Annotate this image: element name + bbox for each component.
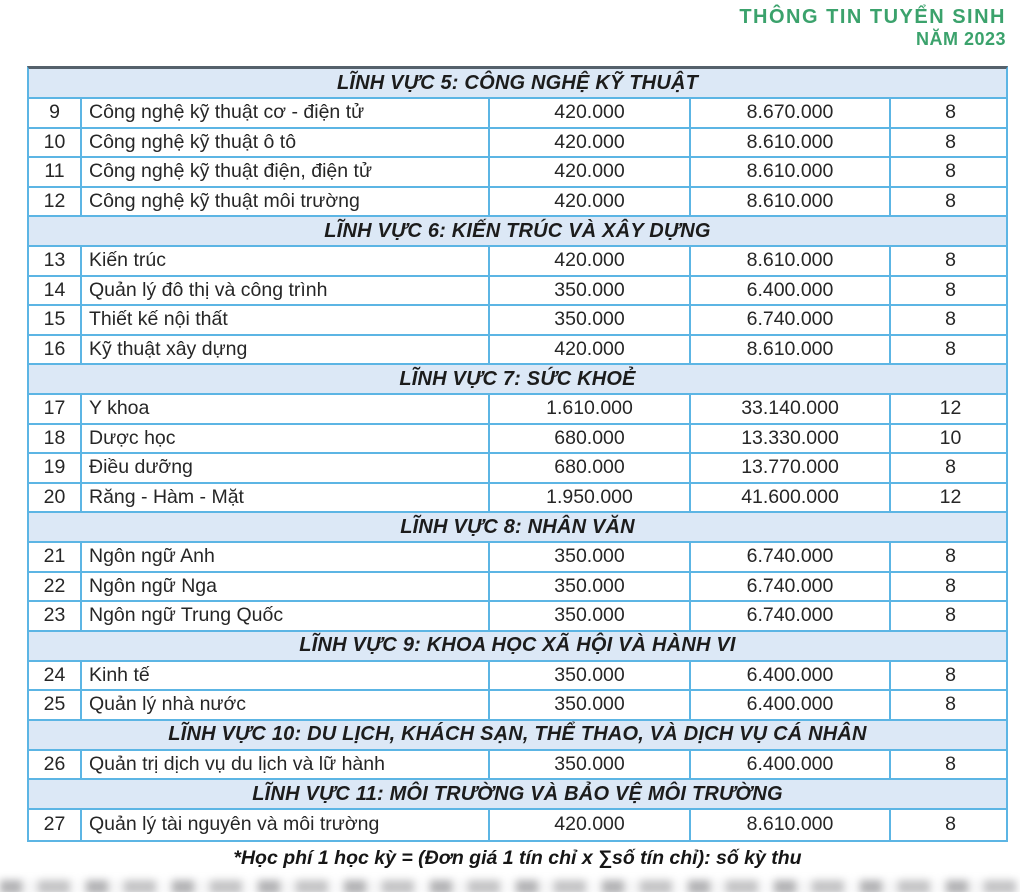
table-row — [29, 602, 1006, 632]
cell-unit-price: 350.000 — [490, 751, 691, 779]
table-row — [29, 129, 1006, 159]
cell-major-name: Ngôn ngữ Anh — [82, 543, 490, 571]
cell-major-name: Y khoa — [82, 395, 490, 423]
cell-row-number: 17 — [29, 395, 82, 423]
cell-unit-price: 420.000 — [490, 188, 691, 216]
cell-unit-price: 1.950.000 — [490, 484, 691, 512]
cell-major-name: Kiến trúc — [82, 247, 490, 275]
cell-unit-price: 680.000 — [490, 425, 691, 453]
cell-term-count: 8 — [945, 130, 956, 153]
table-row — [29, 484, 1006, 514]
cell-unit-price: 350.000 — [490, 543, 691, 571]
table-row — [29, 188, 1006, 218]
table-row — [29, 99, 1006, 129]
table-row — [29, 662, 1006, 692]
cell-major-name: Kỹ thuật xây dựng — [82, 336, 490, 364]
cell-unit-price: 350.000 — [490, 573, 691, 601]
cell-term-count: 8 — [945, 337, 956, 360]
cell-unit-price: 350.000 — [490, 602, 691, 630]
cell-row-number: 26 — [29, 751, 82, 779]
cell-term-count: 8 — [945, 545, 956, 568]
cell-unit-price: 350.000 — [490, 277, 691, 305]
table-row — [29, 454, 1006, 484]
table-row — [29, 573, 1006, 603]
masthead — [739, 6, 1006, 50]
table-row — [29, 543, 1006, 573]
cell-unit-price: 420.000 — [490, 247, 691, 275]
table-row — [29, 336, 1006, 366]
cell-semester-fee: 41.600.000 — [691, 484, 891, 512]
cell-term-count: 8 — [945, 693, 956, 716]
fee-table — [27, 66, 1008, 842]
cell-semester-fee: 13.770.000 — [691, 454, 891, 482]
cell-row-number: 24 — [29, 662, 82, 690]
cell-row-number: 19 — [29, 454, 82, 482]
cell-row-number: 11 — [29, 158, 82, 186]
section-header: LĨNH VỰC 11: MÔI TRƯỜNG VÀ BẢO VỆ MÔI TRƯỜNG — [29, 780, 1006, 810]
cell-term-count: 8 — [945, 663, 956, 686]
cell-major-name: Răng - Hàm - Mặt — [82, 484, 490, 512]
cell-term-count: 8 — [945, 308, 956, 331]
cell-unit-price: 350.000 — [490, 691, 691, 719]
cell-major-name: Kinh tế — [82, 662, 490, 690]
table-row — [29, 247, 1006, 277]
cell-semester-fee: 6.400.000 — [691, 662, 891, 690]
section-header: LĨNH VỰC 10: DU LỊCH, KHÁCH SẠN, THỂ THAO, VÀ DỊCH VỤ CÁ NHÂN — [29, 721, 1006, 751]
cell-semester-fee: 6.740.000 — [691, 306, 891, 334]
cell-semester-fee: 6.740.000 — [691, 573, 891, 601]
cell-row-number: 21 — [29, 543, 82, 571]
section-header: LĨNH VỰC 7: SỨC KHOẺ — [29, 365, 1006, 395]
cell-row-number: 18 — [29, 425, 82, 453]
cell-term-count: 8 — [945, 574, 956, 597]
cell-row-number: 25 — [29, 691, 82, 719]
cell-major-name: Dược học — [82, 425, 490, 453]
table-row — [29, 395, 1006, 425]
cell-semester-fee: 8.610.000 — [691, 247, 891, 275]
cell-unit-price: 420.000 — [490, 129, 691, 157]
section-header: LĨNH VỰC 8: NHÂN VĂN — [29, 513, 1006, 543]
cell-semester-fee: 8.610.000 — [691, 810, 891, 840]
cell-semester-fee: 8.670.000 — [691, 99, 891, 127]
cell-term-count: 8 — [945, 752, 956, 775]
cell-unit-price: 420.000 — [490, 810, 691, 840]
cell-row-number: 9 — [29, 99, 82, 127]
cell-major-name: Quản lý đô thị và công trình — [82, 277, 490, 305]
cell-row-number: 27 — [29, 810, 82, 840]
section-header: LĨNH VỰC 6: KIẾN TRÚC VÀ XÂY DỰNG — [29, 217, 1006, 247]
cell-row-number: 14 — [29, 277, 82, 305]
cell-semester-fee: 6.740.000 — [691, 602, 891, 630]
cell-semester-fee: 8.610.000 — [691, 129, 891, 157]
cell-major-name: Công nghệ kỹ thuật cơ - điện tử — [82, 99, 490, 127]
cell-row-number: 13 — [29, 247, 82, 275]
cell-semester-fee: 6.400.000 — [691, 277, 891, 305]
cell-unit-price: 420.000 — [490, 99, 691, 127]
cell-semester-fee: 8.610.000 — [691, 336, 891, 364]
cell-term-count: 8 — [945, 278, 956, 301]
cutoff-blurred-text — [0, 880, 1020, 892]
table-row — [29, 306, 1006, 336]
footnote: *Học phí 1 học kỳ = (Đơn giá 1 tín chỉ x ∑số tín chỉ): số kỳ thu — [233, 847, 802, 869]
cell-major-name: Điều dưỡng — [82, 454, 490, 482]
cell-row-number: 22 — [29, 573, 82, 601]
cell-term-count: 12 — [939, 397, 962, 420]
cell-major-name: Công nghệ kỹ thuật ô tô — [82, 129, 490, 157]
cell-major-name: Ngôn ngữ Nga — [82, 573, 490, 601]
cell-major-name: Công nghệ kỹ thuật điện, điện tử — [82, 158, 490, 186]
cell-term-count: 10 — [939, 426, 962, 449]
table-row — [29, 277, 1006, 307]
cell-semester-fee: 6.400.000 — [691, 751, 891, 779]
cell-major-name: Ngôn ngữ Trung Quốc — [82, 602, 490, 630]
cell-term-count: 8 — [945, 101, 956, 124]
cell-row-number: 10 — [29, 129, 82, 157]
cell-major-name: Quản lý nhà nước — [82, 691, 490, 719]
cell-row-number: 16 — [29, 336, 82, 364]
cell-unit-price: 350.000 — [490, 662, 691, 690]
masthead-title: THÔNG TIN TUYỂN SINH — [739, 6, 1006, 28]
cell-row-number: 12 — [29, 188, 82, 216]
cell-unit-price: 680.000 — [490, 454, 691, 482]
cell-major-name: Công nghệ kỹ thuật môi trường — [82, 188, 490, 216]
table-row — [29, 751, 1006, 781]
table-row — [29, 425, 1006, 455]
cell-major-name: Thiết kế nội thất — [82, 306, 490, 334]
cell-semester-fee: 6.400.000 — [691, 691, 891, 719]
section-header: LĨNH VỰC 9: KHOA HỌC XÃ HỘI VÀ HÀNH VI — [29, 632, 1006, 662]
table-row — [29, 158, 1006, 188]
cell-term-count: 8 — [945, 189, 956, 212]
cell-semester-fee: 13.330.000 — [691, 425, 891, 453]
cell-semester-fee: 33.140.000 — [691, 395, 891, 423]
table-row — [29, 810, 1006, 840]
cell-semester-fee: 8.610.000 — [691, 158, 891, 186]
cell-row-number: 15 — [29, 306, 82, 334]
cell-unit-price: 1.610.000 — [490, 395, 691, 423]
cell-term-count: 8 — [945, 249, 956, 272]
cell-term-count: 8 — [945, 813, 956, 836]
cell-unit-price: 420.000 — [490, 336, 691, 364]
section-header: LĨNH VỰC 5: CÔNG NGHỆ KỸ THUẬT — [29, 69, 1006, 99]
cell-unit-price: 350.000 — [490, 306, 691, 334]
cell-semester-fee: 6.740.000 — [691, 543, 891, 571]
cell-unit-price: 420.000 — [490, 158, 691, 186]
cell-term-count: 8 — [945, 604, 956, 627]
cell-row-number: 23 — [29, 602, 82, 630]
cell-row-number: 20 — [29, 484, 82, 512]
cell-major-name: Quản lý tài nguyên và môi trường — [82, 810, 490, 840]
table-row — [29, 691, 1006, 721]
masthead-year: NĂM 2023 — [915, 29, 1006, 49]
cell-term-count: 8 — [945, 160, 956, 183]
cell-major-name: Quản trị dịch vụ du lịch và lữ hành — [82, 751, 490, 779]
cell-term-count: 12 — [939, 485, 962, 508]
cell-semester-fee: 8.610.000 — [691, 188, 891, 216]
cell-term-count: 8 — [945, 456, 956, 479]
